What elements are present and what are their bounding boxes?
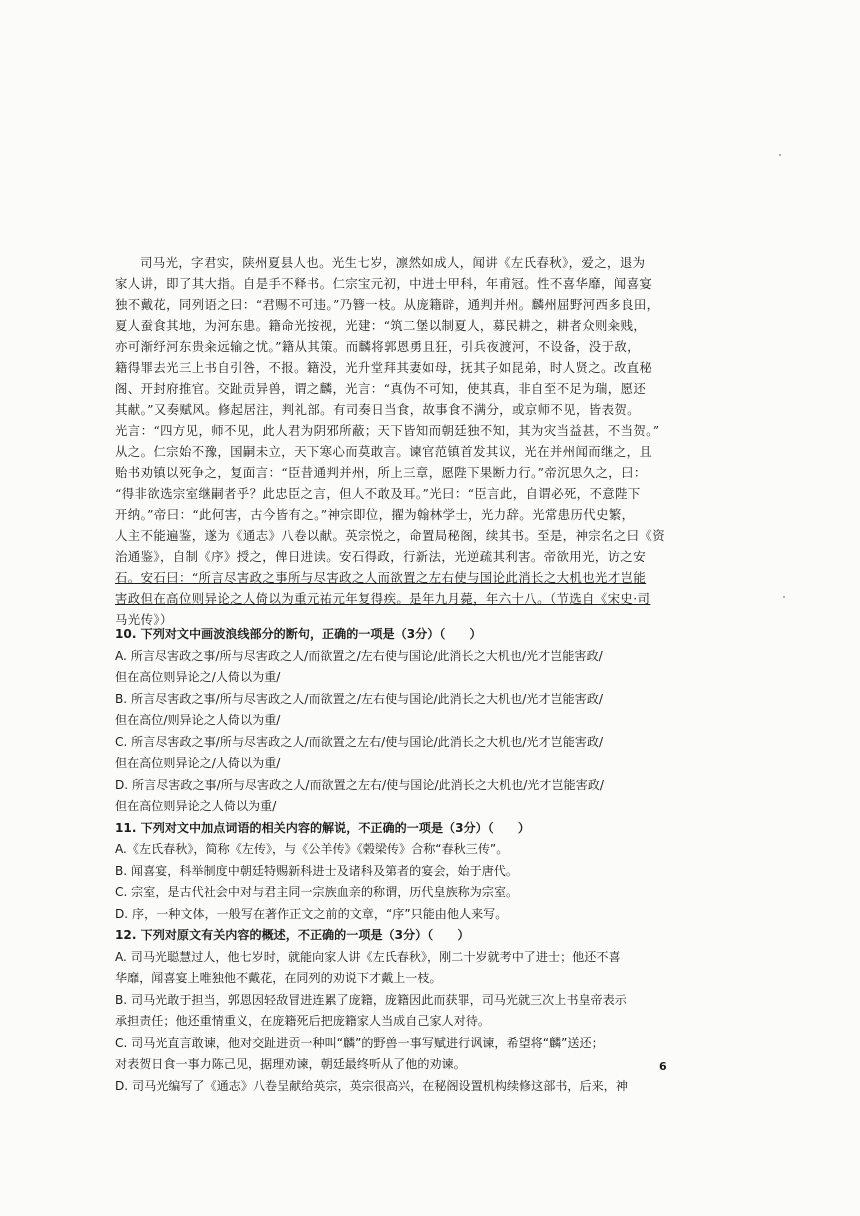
question-12-option: 对表贺日食一事力陈己见，据理劝谏，朝廷最终听从了他的劝谏。 (115, 1057, 466, 1071)
question-11-option: D. 序，一种文体，一般写在著作正文之前的文章，“序”只能由他人来写。 (115, 906, 508, 921)
question-12-stem: 12. 下列对原文有关内容的概述，不正确的一项是（3分）（ ） (115, 928, 470, 942)
passage-line: 马光传》） (115, 612, 173, 627)
question-10-option: 但在高位则异论之人倚以为重/ (115, 799, 277, 813)
passage-line: 独不戴花，同列语之曰：“君赐不可违。”乃簪一枝。从庞籍辟，通判并州。麟州屈野河西多良田， (115, 297, 660, 312)
question-10-option: 但在高位则异论之/人倚以为重/ (115, 670, 281, 684)
passage-line: 其献。”又奏赋风。修起居注，判礼部。有司奏日当食，故事食不满分，或京师不见，皆表贺。 (115, 402, 640, 417)
question-10-option: 但在高位/则异论之人倚以为重/ (115, 713, 281, 727)
passage-line: 籍得罪去光三上书自引咎，不报。籍没，光升堂拜其妻如母，抚其子如昆弟，时人贤之。改直秘 (115, 360, 653, 375)
passage-line: 司马光，字君实，陕州夏县人也。光生七岁，凛然如成人，闻讲《左氏春秋》，爱之，退为 (140, 255, 646, 270)
question-12-option: B. 司马光敢于担当，郭恩因轻敌冒进连累了庞籍，庞籍因此而获罪，司马光就三次上书皇帝表示 (115, 992, 627, 1007)
passage-line: “得非欲选宗室继嗣者乎？此忠臣之言，但人不敢及耳。”光曰：“臣言此，自谓必死，不意陛下 (115, 486, 641, 501)
passage-line-wavy-underlined: 石。安石曰：“所言尽害政之事所与尽害政之人而欲置之左右使与国论此消长之大机也光才岂能 (115, 570, 647, 585)
classical-chinese-passage (115, 252, 675, 630)
passage-line: 开纳。”帝曰：“此何害，古今皆有之。”神宗即位，擢为翰林学士，光力辞。光常患历代史繁， (115, 507, 635, 522)
passage-line-wavy-underlined: 害政但在高位则异论之人倚以为重元祐元年复得疾。是年九月薨，年六十八。（节选自《宋史·司 (115, 591, 651, 606)
question-10-option: D. 所言尽害政之事/所与尽害政之人/而欲置之左右/使与国论/此消长之大机也/光才岂能害政/ (115, 777, 604, 792)
passage-line: 贻书劝镇以死争之，复面言：“臣昔通判并州，所上三章，愿陛下果断力行。”帝沉思久之，曰： (115, 465, 647, 480)
question-12-option: A. 司马光聪慧过人，他七岁时，就能向家人讲《左氏春秋》，刚二十岁就考中了进士；他还不喜 (115, 949, 621, 964)
question-11-stem: 11. 下列对文中加点词语的相关内容的解说，不正确的一项是（3分）（ ） (115, 820, 531, 835)
passage-line: 人主不能遍鉴，遂为《通志》八卷以献。英宗悦之，命置局秘阁，续其书。至是，神宗名之曰《资 (115, 528, 665, 543)
passage-line: 治通鉴》，自制《序》授之，俾日进读。安石得政，行新法，光逆疏其利害。帝欲用光，访之安 (115, 549, 647, 564)
question-12-option: C. 司马光直言敢谏，他对交趾进贡一种叫“麟”的野兽一事写赋进行讽谏，希望将“麟”送还； (115, 1035, 604, 1050)
question-11-option: A.《左氏春秋》，简称《左传》，与《公羊传》《榖梁传》合称“春秋三传”。 (115, 842, 509, 856)
page-number: 6 (659, 1060, 667, 1073)
passage-line: 从之。仁宗始不豫，国嗣未立，天下寒心而莫敢言。谏官范镇首发其议，光在并州闻而继之，且 (115, 444, 653, 459)
passage-line: 光言：“四方见，师不见，此人君为阴邪所蔽；天下皆知而朝廷独不知，其为灾当益甚，不当贺。” (115, 423, 660, 438)
passage-line: 阁、开封府推官。交趾贡异兽，谓之麟，光言：“真伪不可知，使其真，非自至不足为瑞，愿还 (115, 381, 647, 396)
question-10-option: B. 所言尽害政之事/所与尽害政之人/而欲置之/左右使与国论/此消长之大机也/光才岂能害政/ (115, 691, 603, 706)
question-12-option: D. 司马光编写了《通志》八卷呈献给英宗，英宗很高兴，在秘阁设置机构续修这部书，后来，神 (115, 1078, 628, 1093)
question-10-option: A. 所言尽害政之事/所与尽害政之人/而欲置之/左右使与国论/此消长之大机也/光才岂能害政/ (115, 648, 603, 663)
scan-speck (783, 596, 785, 598)
questions-section (115, 624, 675, 1097)
question-12-option: 华靡，闻喜宴上唯独他不戴花，在同列的劝说下才戴上一枝。 (115, 971, 442, 985)
question-11-option: B. 闻喜宴，科举制度中朝廷特赐新科进士及诸科及第者的宴会，始于唐代。 (115, 863, 518, 878)
question-10-option: 但在高位则异论之/人倚以为重/ (115, 756, 281, 770)
passage-line: 夏人蚕食其地，为河东患。籍命光按视，光建：“筑二堡以制夏人，募民耕之，耕者众则籴贱， (115, 318, 647, 333)
question-11-option: C. 宗室，是古代社会中对与君主同一宗族血亲的称谓，历代皇族称为宗室。 (115, 885, 519, 899)
question-10-stem: 10. 下列对文中画波浪线部分的断句，正确的一项是（3分）（ ） (115, 627, 482, 641)
passage-line: 家人讲，即了其大指。自是手不释书。仁宗宝元初，中进士甲科，年甫冠。性不喜华靡，闻喜宴 (115, 276, 653, 291)
question-10-option: C. 所言尽害政之事/所与尽害政之人/而欲置之左右/使与国论/此消长之大机也/光才岂能害政/ (115, 734, 604, 749)
scan-speck (779, 154, 781, 156)
passage-line: 亦可渐纾河东贵籴远输之忧。”籍从其策。而麟将郭恩勇且狂，引兵夜渡河，不设备，没于敌， (115, 339, 640, 354)
question-12-option: 承担责任；他还重情重义，在庞籍死后把庞籍家人当成自己家人对待。 (115, 1014, 490, 1028)
